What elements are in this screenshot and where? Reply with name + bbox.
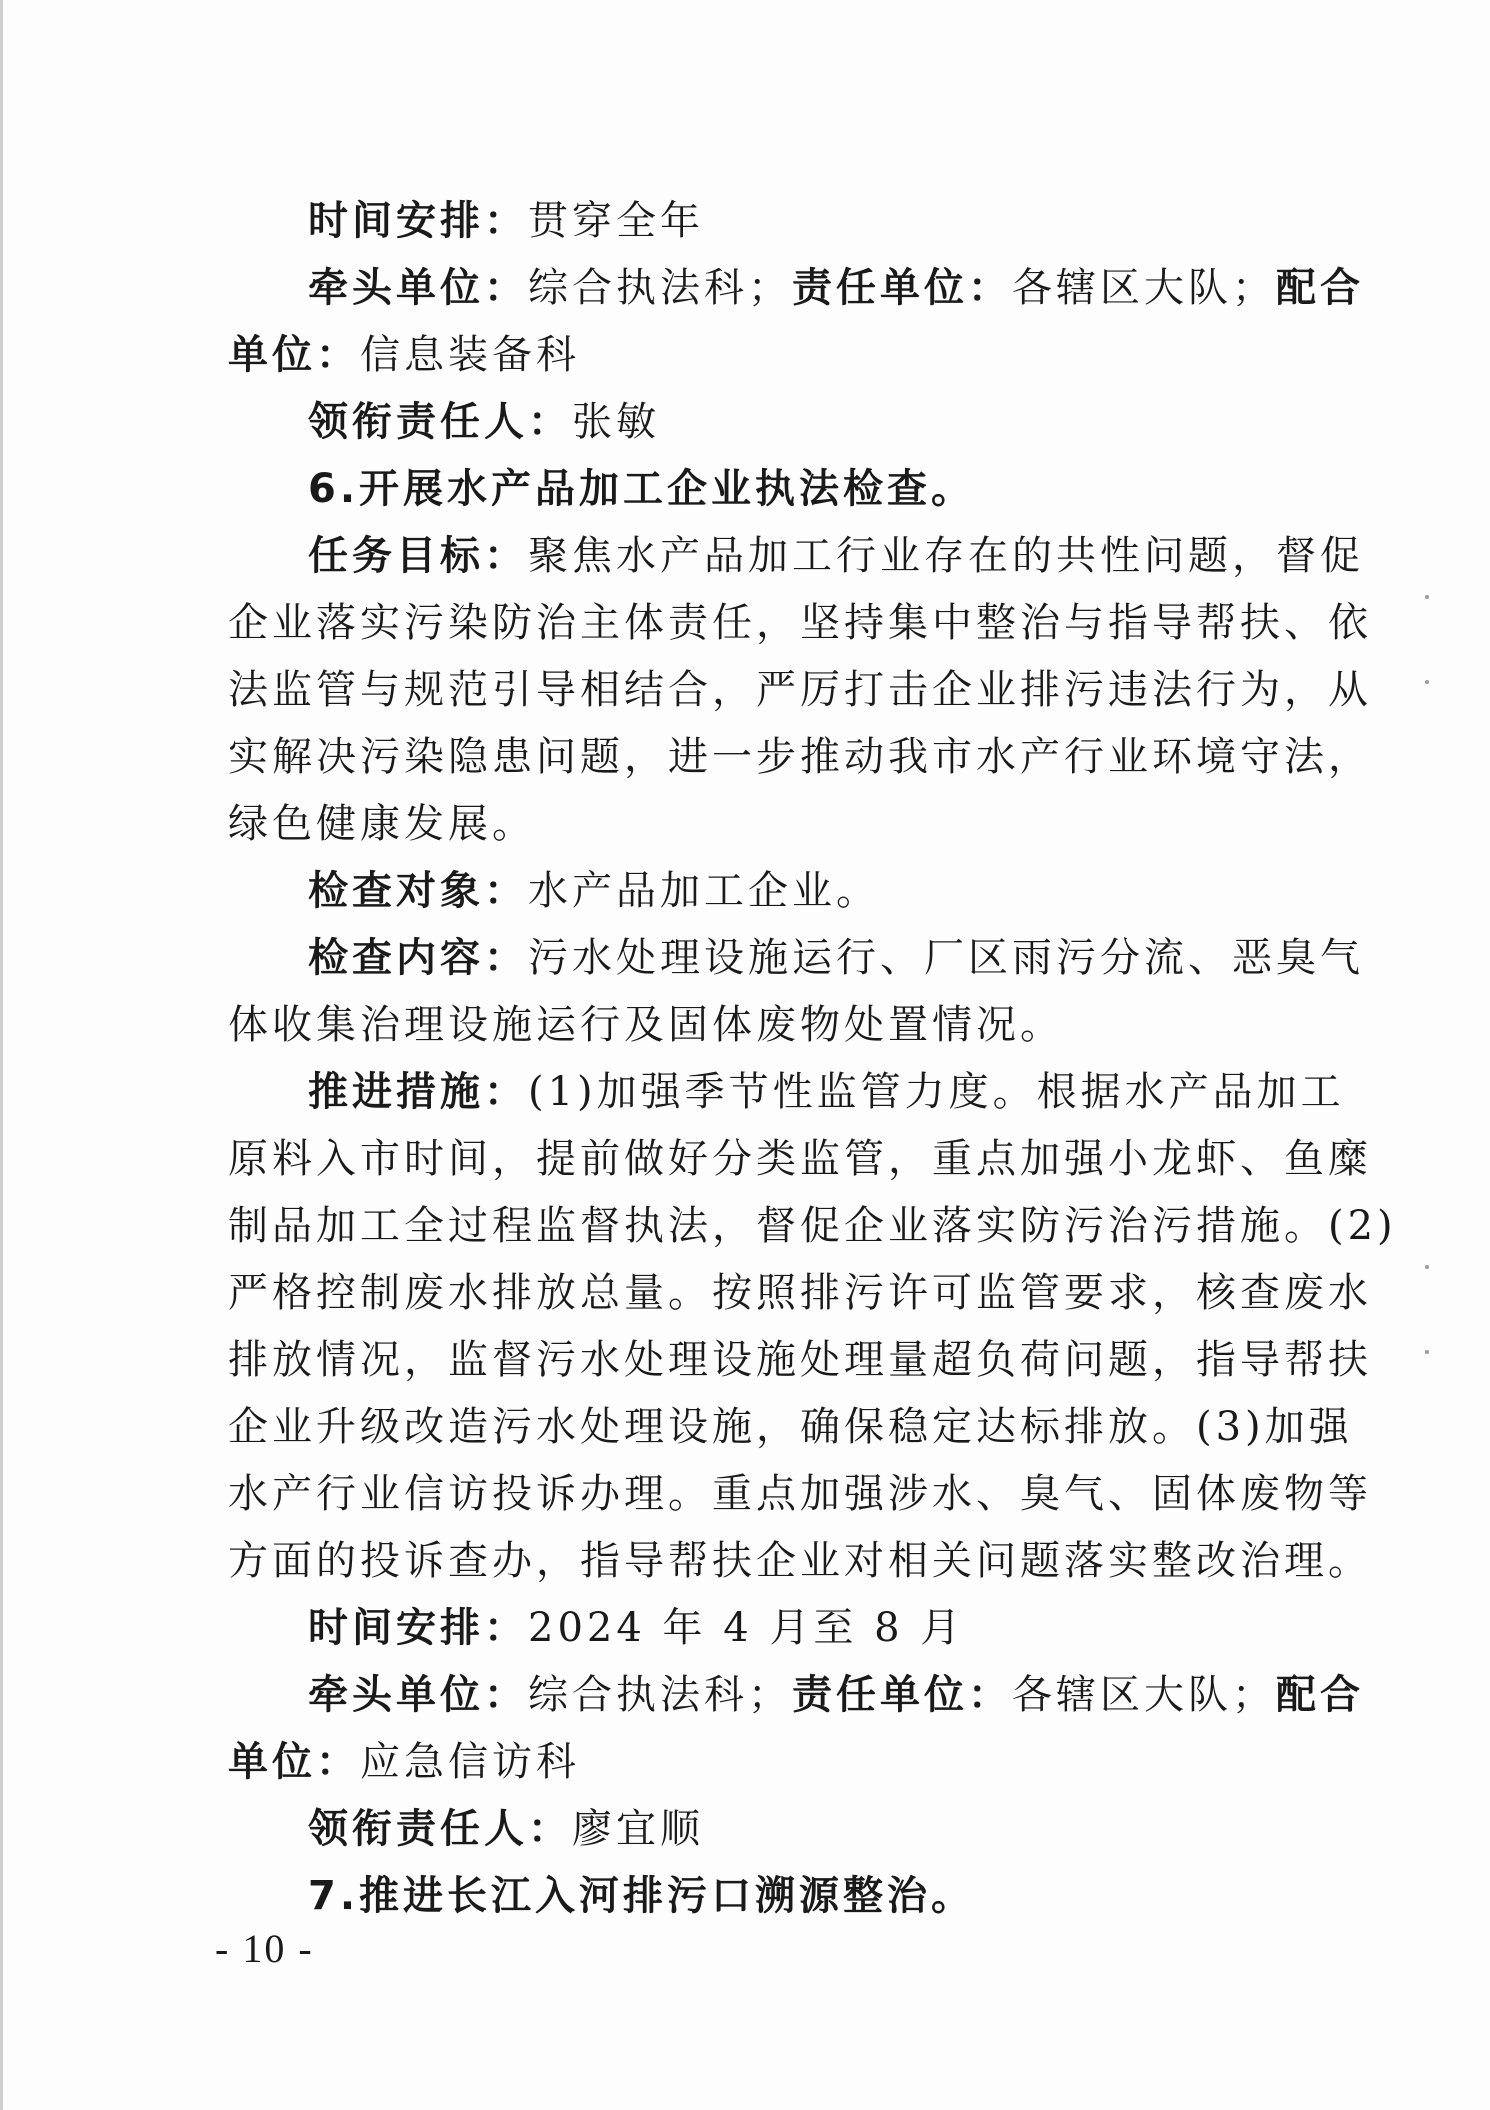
field-value: 聚焦水产品加工行业存在的共性问题，督促: [528, 533, 1364, 579]
field-label: 单位：: [228, 1739, 360, 1785]
leader-line: [228, 1796, 1258, 1863]
document-body: [228, 188, 1397, 1930]
paragraph-line: 体收集治理设施运行及固体废物处置情况。: [228, 1002, 1064, 1048]
paragraph-line: 排放情况，监督污水处理设施处理量超负荷问题，指导帮扶: [228, 1337, 1372, 1383]
scan-speck: [1425, 1265, 1429, 1269]
units-line-cont: [228, 322, 1258, 389]
paragraph-line: 法监管与规范引导相结合，严厉打击企业排污违法行为，从: [228, 667, 1372, 713]
field-label: 推进措施：: [308, 1069, 528, 1115]
paragraph-line: 原料入市时间，提前做好分类监管，重点加强小龙虾、鱼糜: [228, 1136, 1372, 1182]
units-line-cont: [228, 1729, 1258, 1796]
paragraph-line: 绿色健康发展。: [228, 801, 536, 847]
field-label: 牵头单位：: [308, 1672, 528, 1718]
field-label: 时间安排：: [308, 1605, 528, 1651]
paragraph-line: 企业升级改造污水处理设施，确保稳定达标排放。(3)加强: [228, 1404, 1353, 1450]
paragraph-line: 实解决污染隐患问题，进一步推动我市水产行业环境守法，: [228, 734, 1372, 780]
field-label: 责任单位：: [792, 265, 1012, 311]
field-value: 各辖区大队；: [1012, 265, 1276, 311]
section-heading: 7.推进长江入河排污口溯源整治。: [308, 1873, 976, 1919]
measures-line: [228, 1059, 1345, 1126]
field-label: 时间安排：: [308, 198, 528, 244]
schedule-line: [228, 1595, 1258, 1662]
field-value: (1)加强季节性监管力度。根据水产品加工: [528, 1069, 1345, 1115]
section-heading: 6.开展水产品加工企业执法检查。: [308, 466, 976, 512]
field-value: 污水处理设施运行、厂区雨污分流、恶臭气: [528, 935, 1364, 981]
field-label: 单位：: [228, 332, 360, 378]
field-label: 领衔责任人：: [308, 1806, 572, 1852]
field-value: 水产品加工企业。: [528, 868, 880, 914]
field-label: 任务目标：: [308, 533, 528, 579]
page-number: - 10 -: [215, 1926, 314, 1971]
paragraph-line: 制品加工全过程监督执法，督促企业落实防污治污措施。(2): [228, 1203, 1397, 1249]
field-value: 应急信访科: [360, 1739, 580, 1785]
field-value: 廖宜顺: [572, 1806, 704, 1852]
paragraph-line: 企业落实污染防治主体责任，坚持集中整治与指导帮扶、依: [228, 600, 1372, 646]
field-label: 检查内容：: [308, 935, 528, 981]
scan-speck: [1425, 680, 1429, 684]
field-value: 贯穿全年: [528, 198, 704, 244]
schedule-line: [228, 188, 1258, 255]
field-value: 2024 年 4 月至 8 月: [528, 1605, 965, 1651]
field-label: 责任单位：: [792, 1672, 1012, 1718]
field-label: 领衔责任人：: [308, 399, 572, 445]
field-value: 综合执法科；: [528, 265, 792, 311]
inspection-content-line: [228, 925, 1364, 992]
scan-speck: [1425, 595, 1429, 599]
paragraph-line: 方面的投诉查办，指导帮扶企业对相关问题落实整改治理。: [228, 1538, 1372, 1584]
field-value: 综合执法科；: [528, 1672, 792, 1718]
field-value: 信息装备科: [360, 332, 580, 378]
field-value: 张敏: [572, 399, 660, 445]
scan-speck: [1425, 1350, 1429, 1354]
inspection-target-line: [228, 858, 1258, 925]
units-line: [228, 1662, 1364, 1729]
field-label: 配合: [1276, 1672, 1364, 1718]
leader-line: [228, 389, 1258, 456]
field-value: 各辖区大队；: [1012, 1672, 1276, 1718]
paragraph-line: [228, 523, 1364, 590]
field-label: 检查对象：: [308, 868, 528, 914]
field-label: 牵头单位：: [308, 265, 528, 311]
units-line: [228, 255, 1364, 322]
field-label: 配合: [1276, 265, 1364, 311]
paragraph-line: 严格控制废水排放总量。按照排污许可监管要求，核查废水: [228, 1270, 1372, 1316]
paragraph-line: 水产行业信访投诉办理。重点加强涉水、臭气、固体废物等: [228, 1471, 1372, 1517]
